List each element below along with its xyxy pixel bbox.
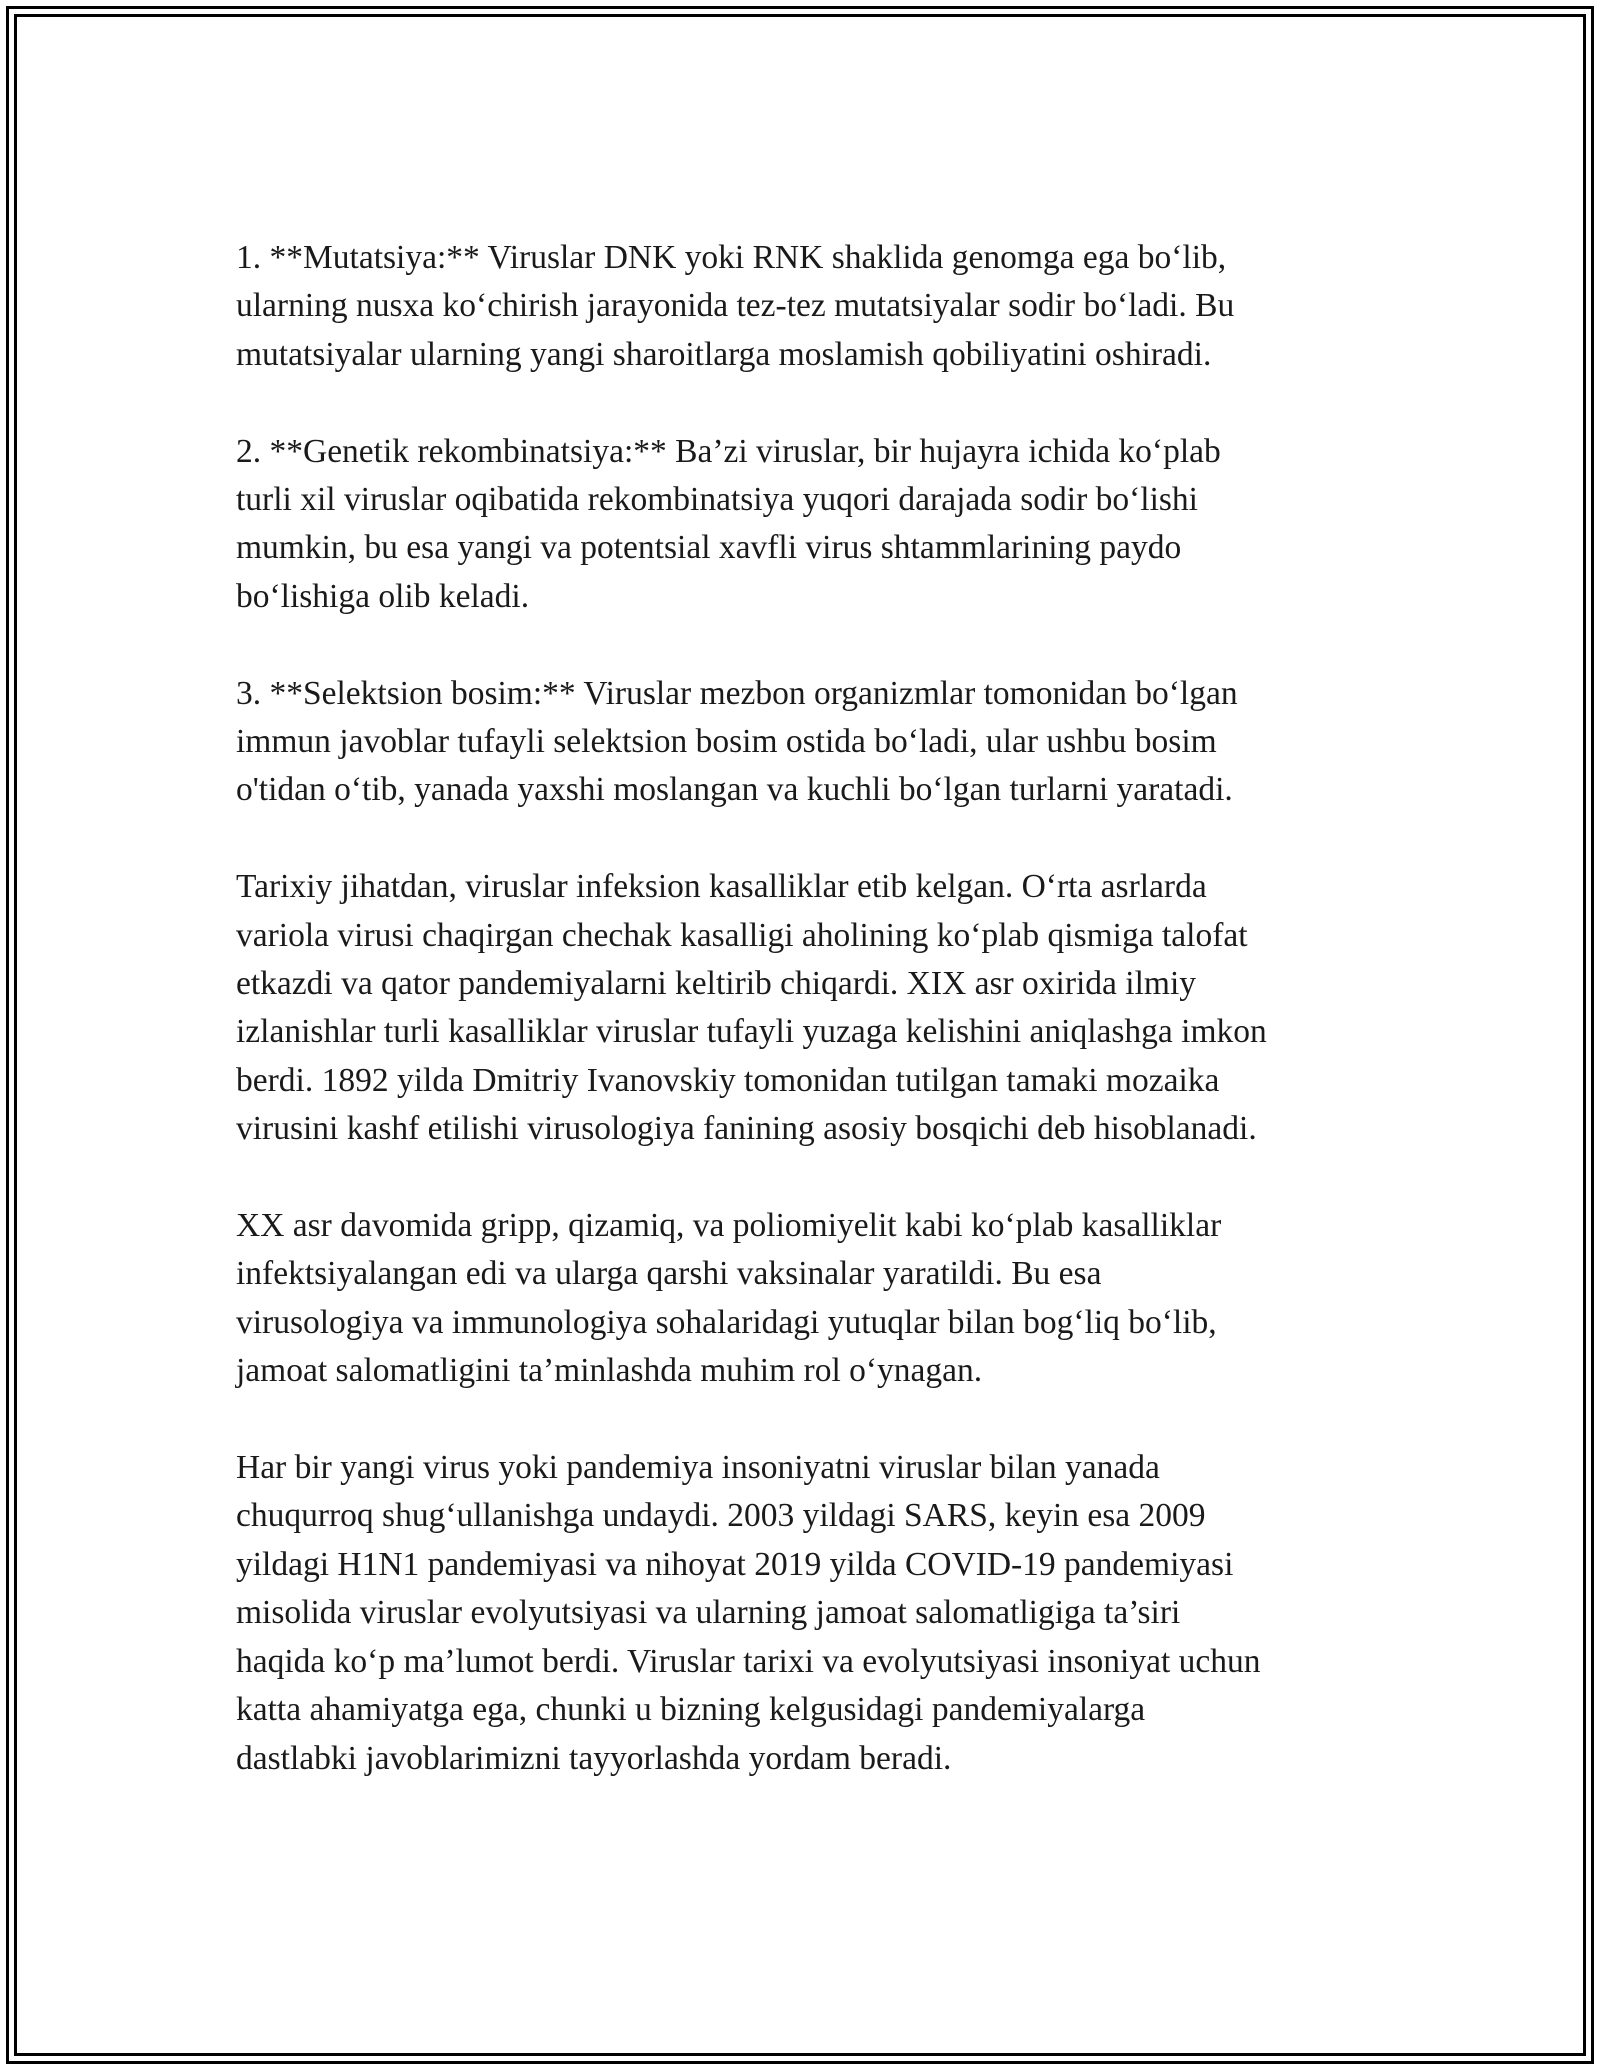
paragraph-mutation: 1. **Mutatsiya:** Viruslar DNK yoki RNK shaklida genomga ega bo‘lib, ularning nusxa ko‘chirish jarayonida tez-tez mutatsiyalar sodir bo‘ladi. Bu mutatsiyalar ularning yangi sharoitlarga moslamish qobiliyatini oshiradi. (236, 239, 1235, 373)
paragraph-recombination: 2. **Genetik rekombinatsiya:** Ba’zi viruslar, bir hujayra ichida ko‘plab turli xil viruslar oqibatida rekombinatsiya yuqori darajada sodir bo‘lishi mumkin, bu esa yangi va potentsial xavfli virus shtammlarining paydo bo‘lishiga olib keladi. (236, 432, 1221, 615)
paragraph-twentieth-century: XX asr davomida gripp, qizamiq, va poliomiyelit kabi ko‘plab kasalliklar infektsiyalangan edi va ularga qarshi vaksinalar yaratildi. Bu esa virusologiya va immunologiya sohalaridagi yutuqlar bilan bog‘liq bo‘lib, jamoat salomatligini ta’minlashda muhim rol o‘ynagan. (236, 1207, 1222, 1390)
paragraph-pandemics: Har bir yangi virus yoki pandemiya insoniyatni viruslar bilan yanada chuqurroq shug‘ullanishga undaydi. 2003 yildagi SARS, keyin esa 2009 yildagi H1N1 pandemiyasi va nihoyat 2019 yilda COVID-19 pandemiyasi misolida viruslar evolyutsiyasi va ularning jamoat salomatligiga ta’siri haqida ko‘p ma’lumot berdi. Viruslar tarixi va evolyutsiyasi insoniyat uchun katta ahamiyatga ega, chunki u bizning kelgusidagi pandemiyalarga dastlabki javoblarimizni tayyorlashda yordam beradi. (236, 1449, 1261, 1777)
paragraph-history: Tarixiy jihatdan, viruslar infeksion kasalliklar etib kelgan. O‘rta asrlarda variola virusi chaqirgan chechak kasalligi aholining ko‘plab qismiga talofat etkazdi va qator pandemiyalarni keltirib chiqardi. XIX asr oxirida ilmiy izlanishlar turli kasalliklar viruslar tufayli yuzaga kelishini aniqlashga imkon berdi. 1892 yilda Dmitriy Ivanovskiy tomonidan tutilgan tamaki mozaika virusini kashf etilishi virusologiya fanining asosiy bosqichi deb hisoblanadi. (236, 868, 1267, 1148)
paragraph-selection-pressure: 3. **Selektsion bosim:** Viruslar mezbon organizmlar tomonidan bo‘lgan immun javoblar tufayli selektsion bosim ostida bo‘ladi, ular ushbu bosim o'tidan o‘tib, yanada yaxshi moslangan va kuchli bo‘lgan turlarni yaratadi. (236, 674, 1238, 809)
document-body (236, 234, 1396, 1831)
